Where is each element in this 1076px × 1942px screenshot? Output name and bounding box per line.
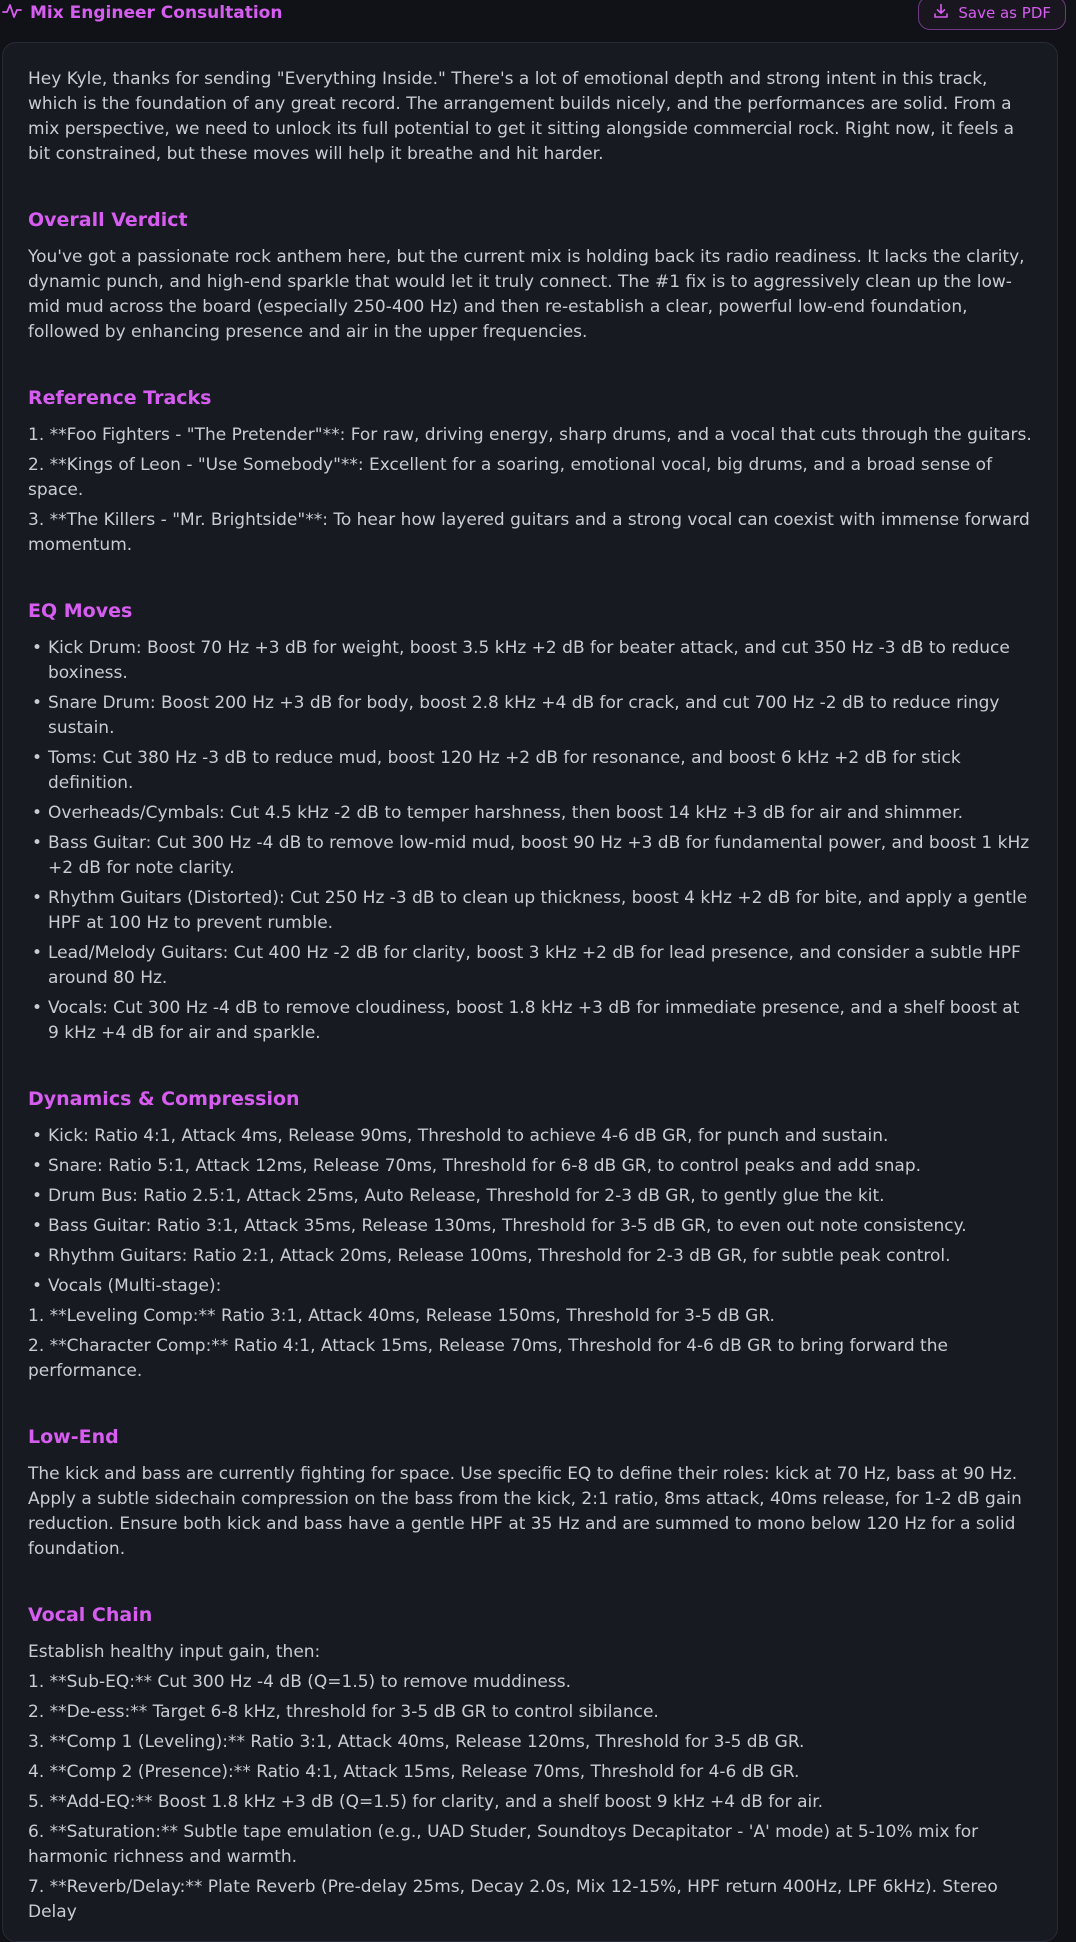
section-heading: Dynamics & Compression bbox=[28, 1088, 300, 1110]
list-item: 1. **Leveling Comp:** Ratio 3:1, Attack 40ms, Release 150ms, Threshold for 3-5 dB GR. bbox=[28, 1306, 775, 1326]
low-end-text: The kick and bass are currently fighting for space. Use specific EQ to define their roles: kick at 70 Hz, bass at 90 Hz. Apply a subtle sidechain compression on the bass from the kick, 2:1 ratio, 8ms attack, 40ms release, for 1-2 dB gain reduction. Ensure both kick and bass have a gentle HPF at 35 Hz and are summed to mono below 120 Hz for a solid foundation. bbox=[28, 1464, 1022, 1559]
list-item: 2. **De-ess:** Target 6-8 kHz, threshold for 3-5 dB GR to control sibilance. bbox=[28, 1702, 659, 1722]
list-item: • Snare: Ratio 5:1, Attack 12ms, Release 70ms, Threshold for 6-8 dB GR, to control peaks and add snap. bbox=[28, 1154, 1033, 1179]
list-item: 3. **The Killers - "Mr. Brightside"**: To hear how layered guitars and a strong vocal can coexist with immense forward momentum. bbox=[28, 510, 1030, 555]
reference-tracks-section bbox=[28, 386, 1033, 558]
list-item: 6. **Saturation:** Subtle tape emulation (e.g., UAD Studer, Soundtoys Decapitator - 'A' mode) at 5-10% mix for harmonic richness and warmth. bbox=[28, 1822, 979, 1867]
verdict-text: You've got a passionate rock anthem here, but the current mix is holding back its radio readiness. It lacks the clarity, dynamic punch, and high-end sparkle that would let it truly connect. The #1 fix is to aggressively clean up the low-mid mud across the board (especially 250-400 Hz) and then re-establish a clear, powerful low-end foundation, followed by enhancing presence and air in the upper frequencies. bbox=[28, 247, 1025, 342]
list-item: • Bass Guitar: Ratio 3:1, Attack 35ms, Release 130ms, Threshold for 3-5 dB GR, to even out note consistency. bbox=[28, 1214, 1033, 1239]
section-heading: EQ Moves bbox=[28, 600, 133, 622]
vocal-chain-lead: Establish healthy input gain, then: bbox=[28, 1642, 321, 1662]
list-item: • Bass Guitar: Cut 300 Hz -4 dB to remove low-mid mud, boost 90 Hz +3 dB for fundamental power, and boost 1 kHz +2 dB for note clarity. bbox=[28, 831, 1033, 881]
eq-list bbox=[28, 636, 1033, 1046]
list-item: • Rhythm Guitars (Distorted): Cut 250 Hz -3 dB to clean up thickness, boost 4 kHz +2 dB for bite, and apply a gentle HPF at 100 Hz to prevent rumble. bbox=[28, 886, 1033, 936]
list-item: • Drum Bus: Ratio 2.5:1, Attack 25ms, Auto Release, Threshold for 2-3 dB GR, to gently glue the kit. bbox=[28, 1184, 1033, 1209]
top-bar bbox=[0, 0, 1076, 30]
list-item: 2. **Character Comp:** Ratio 4:1, Attack 15ms, Release 70ms, Threshold for 4-6 dB GR to bring forward the performance. bbox=[28, 1336, 948, 1381]
low-end-section bbox=[28, 1425, 1033, 1562]
save-as-pdf-label: Save as PDF bbox=[958, 4, 1051, 22]
section-heading: Reference Tracks bbox=[28, 387, 212, 409]
list-item: • Snare Drum: Boost 200 Hz +3 dB for body, boost 2.8 kHz +4 dB for crack, and cut 700 Hz -2 dB to reduce ringy sustain. bbox=[28, 691, 1033, 741]
list-item: 1. **Sub-EQ:** Cut 300 Hz -4 dB (Q=1.5) to remove muddiness. bbox=[28, 1672, 572, 1692]
app-brand bbox=[2, 1, 282, 25]
waveform-icon bbox=[2, 2, 22, 25]
download-icon bbox=[933, 3, 949, 23]
list-item: • Toms: Cut 380 Hz -3 dB to reduce mud, boost 120 Hz +2 dB for resonance, and boost 6 kHz +2 dB for stick definition. bbox=[28, 746, 1033, 796]
list-item: • Vocals (Multi-stage): bbox=[28, 1274, 1033, 1299]
intro-paragraph: Hey Kyle, thanks for sending "Everything Inside." There's a lot of emotional depth and strong intent in this track, which is the foundation of any great record. The arrangement builds nicely, and the performances are solid. From a mix perspective, we need to unlock its full potential to get it sitting alongside commercial rock. Right now, it feels a bit constrained, but these moves will help it breathe and hit harder. bbox=[28, 69, 1015, 164]
list-item: • Kick: Ratio 4:1, Attack 4ms, Release 90ms, Threshold to achieve 4-6 dB GR, for punch and sustain. bbox=[28, 1124, 1033, 1149]
eq-moves-section bbox=[28, 599, 1033, 1046]
list-item: • Kick Drum: Boost 70 Hz +3 dB for weight, boost 3.5 kHz +2 dB for beater attack, and cut 350 Hz -3 dB to reduce boxiness. bbox=[28, 636, 1033, 686]
list-item: 7. **Reverb/Delay:** Plate Reverb (Pre-delay 25ms, Decay 2.0s, Mix 12-15%, HPF return 400Hz, LPF 6kHz). Stereo Delay bbox=[28, 1877, 998, 1922]
list-item: • Vocals: Cut 300 Hz -4 dB to remove cloudiness, boost 1.8 kHz +3 dB for immediate presence, and a shelf boost at 9 kHz +4 dB for air and sparkle. bbox=[28, 996, 1033, 1046]
list-item: • Lead/Melody Guitars: Cut 400 Hz -2 dB for clarity, boost 3 kHz +2 dB for lead presence, and consider a subtle HPF around 80 Hz. bbox=[28, 941, 1033, 991]
dynamics-section bbox=[28, 1087, 1033, 1384]
list-item: 1. **Foo Fighters - "The Pretender"**: For raw, driving energy, sharp drums, and a vocal that cuts through the guitars. bbox=[28, 425, 1032, 445]
consultation-card bbox=[2, 42, 1058, 1942]
section-heading: Overall Verdict bbox=[28, 209, 188, 231]
list-item: • Overheads/Cymbals: Cut 4.5 kHz -2 dB to temper harshness, then boost 14 kHz +3 dB for air and shimmer. bbox=[28, 801, 1033, 826]
section-heading: Low-End bbox=[28, 1426, 119, 1448]
vocal-chain-section bbox=[28, 1603, 1033, 1925]
overall-verdict-section bbox=[28, 208, 1033, 345]
save-as-pdf-button[interactable] bbox=[918, 0, 1066, 30]
dynamics-list bbox=[28, 1124, 1033, 1299]
section-heading: Vocal Chain bbox=[28, 1604, 153, 1626]
list-item: 5. **Add-EQ:** Boost 1.8 kHz +3 dB (Q=1.5) for clarity, and a shelf boost 9 kHz +4 dB for air. bbox=[28, 1792, 824, 1812]
list-item: 4. **Comp 2 (Presence):** Ratio 4:1, Attack 15ms, Release 70ms, Threshold for 4-6 dB GR. bbox=[28, 1762, 800, 1782]
list-item: 2. **Kings of Leon - "Use Somebody"**: Excellent for a soaring, emotional vocal, big drums, and a broad sense of space. bbox=[28, 455, 993, 500]
app-title: Mix Engineer Consultation bbox=[30, 3, 283, 23]
list-item: • Rhythm Guitars: Ratio 2:1, Attack 20ms, Release 100ms, Threshold for 2-3 dB GR, for subtle peak control. bbox=[28, 1244, 1033, 1269]
list-item: 3. **Comp 1 (Leveling):** Ratio 3:1, Attack 40ms, Release 120ms, Threshold for 3-5 dB GR. bbox=[28, 1732, 805, 1752]
